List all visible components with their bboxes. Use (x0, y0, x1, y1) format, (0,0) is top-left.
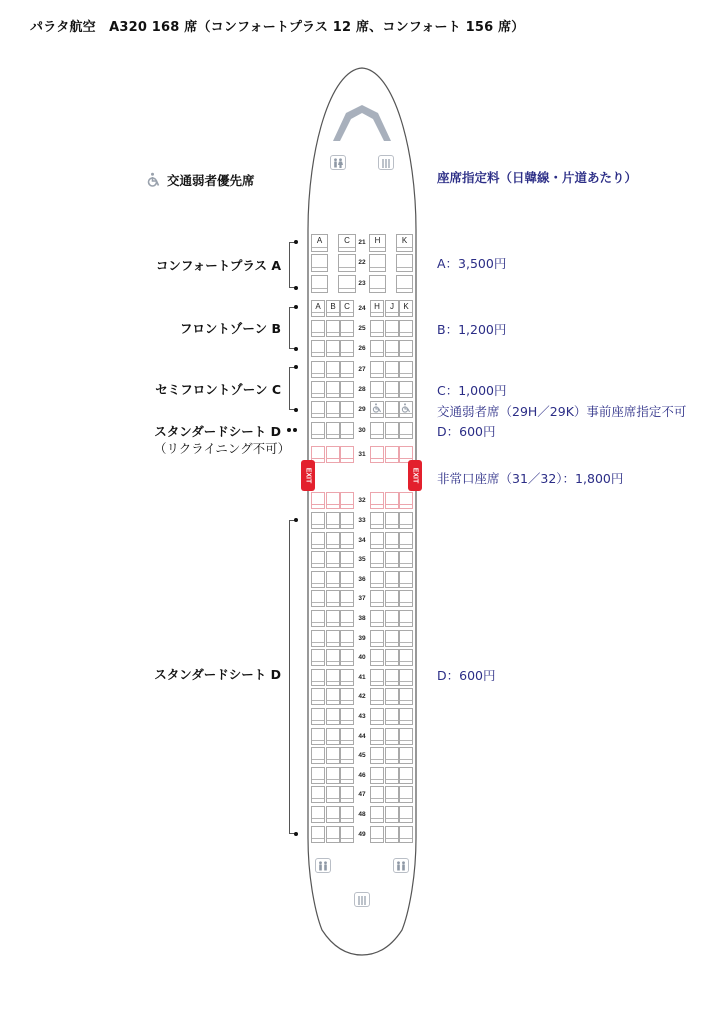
seat-41J[interactable] (385, 669, 399, 686)
seat-46A[interactable] (311, 767, 325, 784)
seat-27B[interactable] (326, 361, 340, 378)
row-number: 30 (358, 427, 366, 434)
bracket-dot (294, 365, 298, 369)
seat-46H[interactable] (370, 767, 384, 784)
seat-43H[interactable] (370, 708, 384, 725)
seat-42H[interactable] (370, 688, 384, 705)
row-number: 21 (358, 239, 366, 246)
seat-44K[interactable] (399, 728, 413, 745)
bracket-dot (294, 305, 298, 309)
fee-d-front: D：600円 (437, 424, 496, 439)
seat-24J[interactable]: J (385, 300, 399, 317)
seat-33H[interactable] (370, 512, 384, 529)
seat-36C[interactable] (340, 571, 354, 588)
seat-21A[interactable]: A (311, 234, 328, 252)
seat-48C[interactable] (340, 806, 354, 823)
seat-38K[interactable] (399, 610, 413, 627)
seat-28J[interactable] (385, 381, 399, 398)
seat-23A[interactable] (311, 275, 328, 293)
seat-31C[interactable] (340, 446, 354, 463)
seat-28C[interactable] (340, 381, 354, 398)
seat-36H[interactable] (370, 571, 384, 588)
seat-21C[interactable]: C (338, 234, 356, 252)
seat-45K[interactable] (399, 747, 413, 764)
seat-44H[interactable] (370, 728, 384, 745)
row-number: 23 (358, 280, 366, 287)
seat-42K[interactable] (399, 688, 413, 705)
seat-32H[interactable] (370, 492, 384, 509)
seat-28A[interactable] (311, 381, 325, 398)
row-number: 32 (358, 497, 366, 504)
seat-43K[interactable] (399, 708, 413, 725)
seat-28H[interactable] (370, 381, 384, 398)
seat-25J[interactable] (385, 320, 399, 337)
seat-24A[interactable]: A (311, 300, 325, 317)
seat-26B[interactable] (326, 340, 340, 357)
seat-42A[interactable] (311, 688, 325, 705)
seat-42J[interactable] (385, 688, 399, 705)
zone-label-c: セミフロントゾーン C (155, 382, 281, 397)
seat-22A[interactable] (311, 254, 328, 272)
seat-45C[interactable] (340, 747, 354, 764)
seat-41B[interactable] (326, 669, 340, 686)
seat-38H[interactable] (370, 610, 384, 627)
seat-34K[interactable] (399, 532, 413, 549)
row-number: 37 (358, 595, 366, 602)
seat-31B[interactable] (326, 446, 340, 463)
seat-37B[interactable] (326, 590, 340, 607)
seat-32K[interactable] (399, 492, 413, 509)
wheelchair-icon (372, 403, 382, 413)
zone-label-a: コンフォートプラス A (155, 258, 281, 273)
seat-39C[interactable] (340, 630, 354, 647)
seat-24C[interactable]: C (340, 300, 354, 317)
seat-45H[interactable] (370, 747, 384, 764)
seat-49K[interactable] (399, 826, 413, 843)
seat-29J[interactable] (385, 401, 399, 418)
zone-label-d-front: スタンダードシート D (154, 424, 281, 439)
bracket-dot (294, 518, 298, 522)
seat-44B[interactable] (326, 728, 340, 745)
seat-34B[interactable] (326, 532, 340, 549)
fee-c: C：1,000円 (437, 383, 507, 398)
bracket-zone-b (289, 307, 290, 349)
seat-23C[interactable] (338, 275, 356, 293)
row-number: 29 (358, 406, 366, 413)
seat-36B[interactable] (326, 571, 340, 588)
seat-35C[interactable] (340, 551, 354, 568)
seat-28B[interactable] (326, 381, 340, 398)
seat-39J[interactable] (385, 630, 399, 647)
wheelchair-icon (146, 172, 162, 188)
wheelchair-icon (401, 403, 411, 413)
seat-30J[interactable] (385, 422, 399, 439)
seat-49B[interactable] (326, 826, 340, 843)
seat-22K[interactable] (396, 254, 413, 272)
seat-22H[interactable] (369, 254, 386, 272)
seat-23H[interactable] (369, 275, 386, 293)
zone-label-b: フロントゾーン B (179, 321, 281, 336)
seat-30K[interactable] (399, 422, 413, 439)
seat-43C[interactable] (340, 708, 354, 725)
seat-39K[interactable] (399, 630, 413, 647)
seat-26H[interactable] (370, 340, 384, 357)
seat-29B[interactable] (326, 401, 340, 418)
seat-44J[interactable] (385, 728, 399, 745)
row-number: 47 (358, 791, 366, 798)
bracket-dot (294, 240, 298, 244)
row-number: 34 (358, 537, 366, 544)
seat-36K[interactable] (399, 571, 413, 588)
seat-44A[interactable] (311, 728, 325, 745)
row-number: 49 (358, 831, 366, 838)
row-number: 42 (358, 693, 366, 700)
seat-43A[interactable] (311, 708, 325, 725)
fee-exit: 非常口座席（31／32）：1,800円 (437, 471, 624, 486)
seat-43J[interactable] (385, 708, 399, 725)
seat-37C[interactable] (340, 590, 354, 607)
seat-48H[interactable] (370, 806, 384, 823)
seat-21K[interactable]: K (396, 234, 413, 252)
row-number: 36 (358, 576, 366, 583)
exit-sign-right: EXIT (408, 460, 422, 491)
seat-49J[interactable] (385, 826, 399, 843)
seat-48A[interactable] (311, 806, 325, 823)
seat-48J[interactable] (385, 806, 399, 823)
bracket-zone-a (289, 242, 290, 288)
seat-41K[interactable] (399, 669, 413, 686)
seat-38J[interactable] (385, 610, 399, 627)
seat-23K[interactable] (396, 275, 413, 293)
row-number: 33 (358, 517, 366, 524)
seat-40A[interactable] (311, 649, 325, 666)
bracket-dot (294, 286, 298, 290)
seat-26A[interactable] (311, 340, 325, 357)
seat-32A[interactable] (311, 492, 325, 509)
seat-37J[interactable] (385, 590, 399, 607)
row-number: 45 (358, 752, 366, 759)
seat-46K[interactable] (399, 767, 413, 784)
seat-35B[interactable] (326, 551, 340, 568)
row-number: 24 (358, 305, 366, 312)
row-number: 46 (358, 772, 366, 779)
seat-25A[interactable] (311, 320, 325, 337)
seat-45J[interactable] (385, 747, 399, 764)
seat-34J[interactable] (385, 532, 399, 549)
seat-25C[interactable] (340, 320, 354, 337)
row-number: 40 (358, 654, 366, 661)
seat-47K[interactable] (399, 786, 413, 803)
seat-21H[interactable]: H (369, 234, 386, 252)
seat-26C[interactable] (340, 340, 354, 357)
seat-35H[interactable] (370, 551, 384, 568)
seat-29A[interactable] (311, 401, 325, 418)
seat-25K[interactable] (399, 320, 413, 337)
seat-49A[interactable] (311, 826, 325, 843)
seat-42C[interactable] (340, 688, 354, 705)
zone-label-d-main: スタンダードシート D (154, 667, 281, 682)
seat-26J[interactable] (385, 340, 399, 357)
seat-39B[interactable] (326, 630, 340, 647)
seat-47J[interactable] (385, 786, 399, 803)
seat-35J[interactable] (385, 551, 399, 568)
seat-30B[interactable] (326, 422, 340, 439)
seat-49H[interactable] (370, 826, 384, 843)
seat-31H[interactable] (370, 446, 384, 463)
seat-39H[interactable] (370, 630, 384, 647)
seat-40K[interactable] (399, 649, 413, 666)
fee-heading: 座席指定料（日韓線・片道あたり） (437, 170, 638, 185)
seat-40C[interactable] (340, 649, 354, 666)
fee-a: A：3,500円 (437, 256, 507, 271)
row-number: 35 (358, 556, 366, 563)
seat-34A[interactable] (311, 532, 325, 549)
seat-27J[interactable] (385, 361, 399, 378)
seat-27C[interactable] (340, 361, 354, 378)
legend-accessible (146, 171, 255, 189)
seat-29K[interactable] (399, 401, 413, 418)
seat-44C[interactable] (340, 728, 354, 745)
row-number: 39 (358, 635, 366, 642)
seat-40B[interactable] (326, 649, 340, 666)
seat-38C[interactable] (340, 610, 354, 627)
seat-47A[interactable] (311, 786, 325, 803)
row-number: 41 (358, 674, 366, 681)
seat-37H[interactable] (370, 590, 384, 607)
seat-29C[interactable] (340, 401, 354, 418)
seat-24H[interactable]: H (370, 300, 384, 317)
seat-48K[interactable] (399, 806, 413, 823)
seat-46B[interactable] (326, 767, 340, 784)
row-number: 28 (358, 386, 366, 393)
seat-36J[interactable] (385, 571, 399, 588)
seat-49C[interactable] (340, 826, 354, 843)
seat-41A[interactable] (311, 669, 325, 686)
seat-32C[interactable] (340, 492, 354, 509)
row-number: 31 (358, 451, 366, 458)
seat-45B[interactable] (326, 747, 340, 764)
seat-32B[interactable] (326, 492, 340, 509)
zone-label-d-front-note: （リクライニング不可） (154, 441, 291, 456)
seat-37A[interactable] (311, 590, 325, 607)
bracket-dot (294, 408, 298, 412)
seat-47H[interactable] (370, 786, 384, 803)
fee-accessible-note: 交通弱者席（29H／29K）事前座席指定不可 (437, 404, 687, 419)
seat-46J[interactable] (385, 767, 399, 784)
fee-b: B：1,200円 (437, 322, 507, 337)
bracket-dot (294, 347, 298, 351)
seat-40J[interactable] (385, 649, 399, 666)
seat-32J[interactable] (385, 492, 399, 509)
seat-22C[interactable] (338, 254, 356, 272)
row-number: 22 (358, 259, 366, 266)
seat-29H[interactable] (370, 401, 384, 418)
bracket-dot (287, 428, 291, 432)
seat-34H[interactable] (370, 532, 384, 549)
seat-41C[interactable] (340, 669, 354, 686)
row-number: 25 (358, 325, 366, 332)
legend-label: 交通弱者優先席 (167, 173, 255, 188)
seat-36A[interactable] (311, 571, 325, 588)
row-number: 44 (358, 733, 366, 740)
seat-26K[interactable] (399, 340, 413, 357)
seat-47B[interactable] (326, 786, 340, 803)
seat-43B[interactable] (326, 708, 340, 725)
bracket-zone-d (289, 520, 290, 834)
seat-41H[interactable] (370, 669, 384, 686)
seat-42B[interactable] (326, 688, 340, 705)
seat-48B[interactable] (326, 806, 340, 823)
seat-30H[interactable] (370, 422, 384, 439)
page-title: パラタ航空 A320 168 席（コンフォートプラス 12 席、コンフォート 156 席） (30, 20, 525, 35)
seat-33B[interactable] (326, 512, 340, 529)
seat-33A[interactable] (311, 512, 325, 529)
row-number: 26 (358, 345, 366, 352)
row-number: 27 (358, 366, 366, 373)
seat-47C[interactable] (340, 786, 354, 803)
bracket-dot (294, 832, 298, 836)
bracket-zone-c (289, 367, 290, 410)
seat-33J[interactable] (385, 512, 399, 529)
seat-30C[interactable] (340, 422, 354, 439)
row-number: 43 (358, 713, 366, 720)
fee-d-main: D：600円 (437, 668, 496, 683)
seat-37K[interactable] (399, 590, 413, 607)
seat-27H[interactable] (370, 361, 384, 378)
seat-46C[interactable] (340, 767, 354, 784)
seat-24K[interactable]: K (399, 300, 413, 317)
seat-31J[interactable] (385, 446, 399, 463)
exit-sign-left: EXIT (301, 460, 315, 491)
seat-35A[interactable] (311, 551, 325, 568)
seat-25B[interactable] (326, 320, 340, 337)
seat-45A[interactable] (311, 747, 325, 764)
seat-27A[interactable] (311, 361, 325, 378)
bracket-dot (293, 428, 297, 432)
row-number: 48 (358, 811, 366, 818)
seat-30A[interactable] (311, 422, 325, 439)
seat-35K[interactable] (399, 551, 413, 568)
seat-33K[interactable] (399, 512, 413, 529)
seat-38B[interactable] (326, 610, 340, 627)
seat-34C[interactable] (340, 532, 354, 549)
seat-25H[interactable] (370, 320, 384, 337)
seat-24B[interactable]: B (326, 300, 340, 317)
row-number: 38 (358, 615, 366, 622)
seat-27K[interactable] (399, 361, 413, 378)
seat-38A[interactable] (311, 610, 325, 627)
seat-40H[interactable] (370, 649, 384, 666)
seat-39A[interactable] (311, 630, 325, 647)
seat-28K[interactable] (399, 381, 413, 398)
seat-33C[interactable] (340, 512, 354, 529)
